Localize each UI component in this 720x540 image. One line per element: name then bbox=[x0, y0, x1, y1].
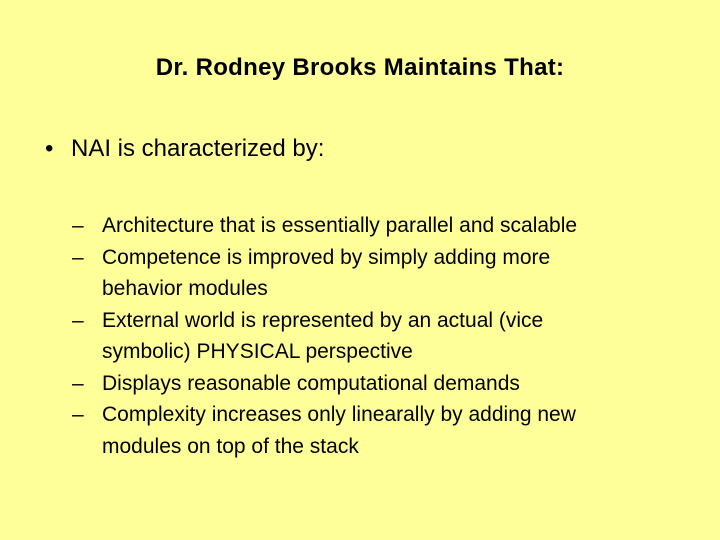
sub-bullet-line: symbolic) PHYSICAL perspective bbox=[102, 340, 413, 363]
dash-marker: – bbox=[72, 371, 84, 395]
sub-bullet-list bbox=[72, 210, 682, 462]
bullet-marker: • bbox=[45, 135, 54, 162]
dash-marker: – bbox=[72, 403, 84, 426]
slide-title: Dr. Rodney Brooks Maintains That: bbox=[155, 54, 565, 81]
sub-bullet-line: behavior modules bbox=[102, 277, 268, 300]
dash-marker: – bbox=[72, 245, 84, 269]
main-bullet-text: NAI is characterized by: bbox=[71, 135, 325, 162]
sub-bullet-line: Architecture that is essentially parallel and scalable bbox=[102, 214, 578, 237]
sub-bullet-item bbox=[72, 399, 682, 462]
sub-bullet-item bbox=[72, 242, 682, 305]
sub-bullet-item bbox=[72, 305, 682, 368]
sub-bullet-line: External world is represented by an actual (vice bbox=[102, 308, 544, 332]
dash-marker: – bbox=[72, 214, 84, 237]
sub-bullet-line: Complexity increases only linearally by adding new bbox=[102, 403, 576, 426]
sub-bullet-line: Displays reasonable computational demands bbox=[102, 371, 520, 395]
sub-bullet-item bbox=[72, 368, 682, 400]
sub-bullet-item bbox=[72, 210, 682, 242]
sub-bullet-line: modules on top of the stack bbox=[102, 434, 359, 458]
main-bullet bbox=[45, 133, 324, 165]
dash-marker: – bbox=[72, 308, 84, 332]
sub-bullet-line: Competence is improved by simply adding more bbox=[102, 245, 551, 269]
